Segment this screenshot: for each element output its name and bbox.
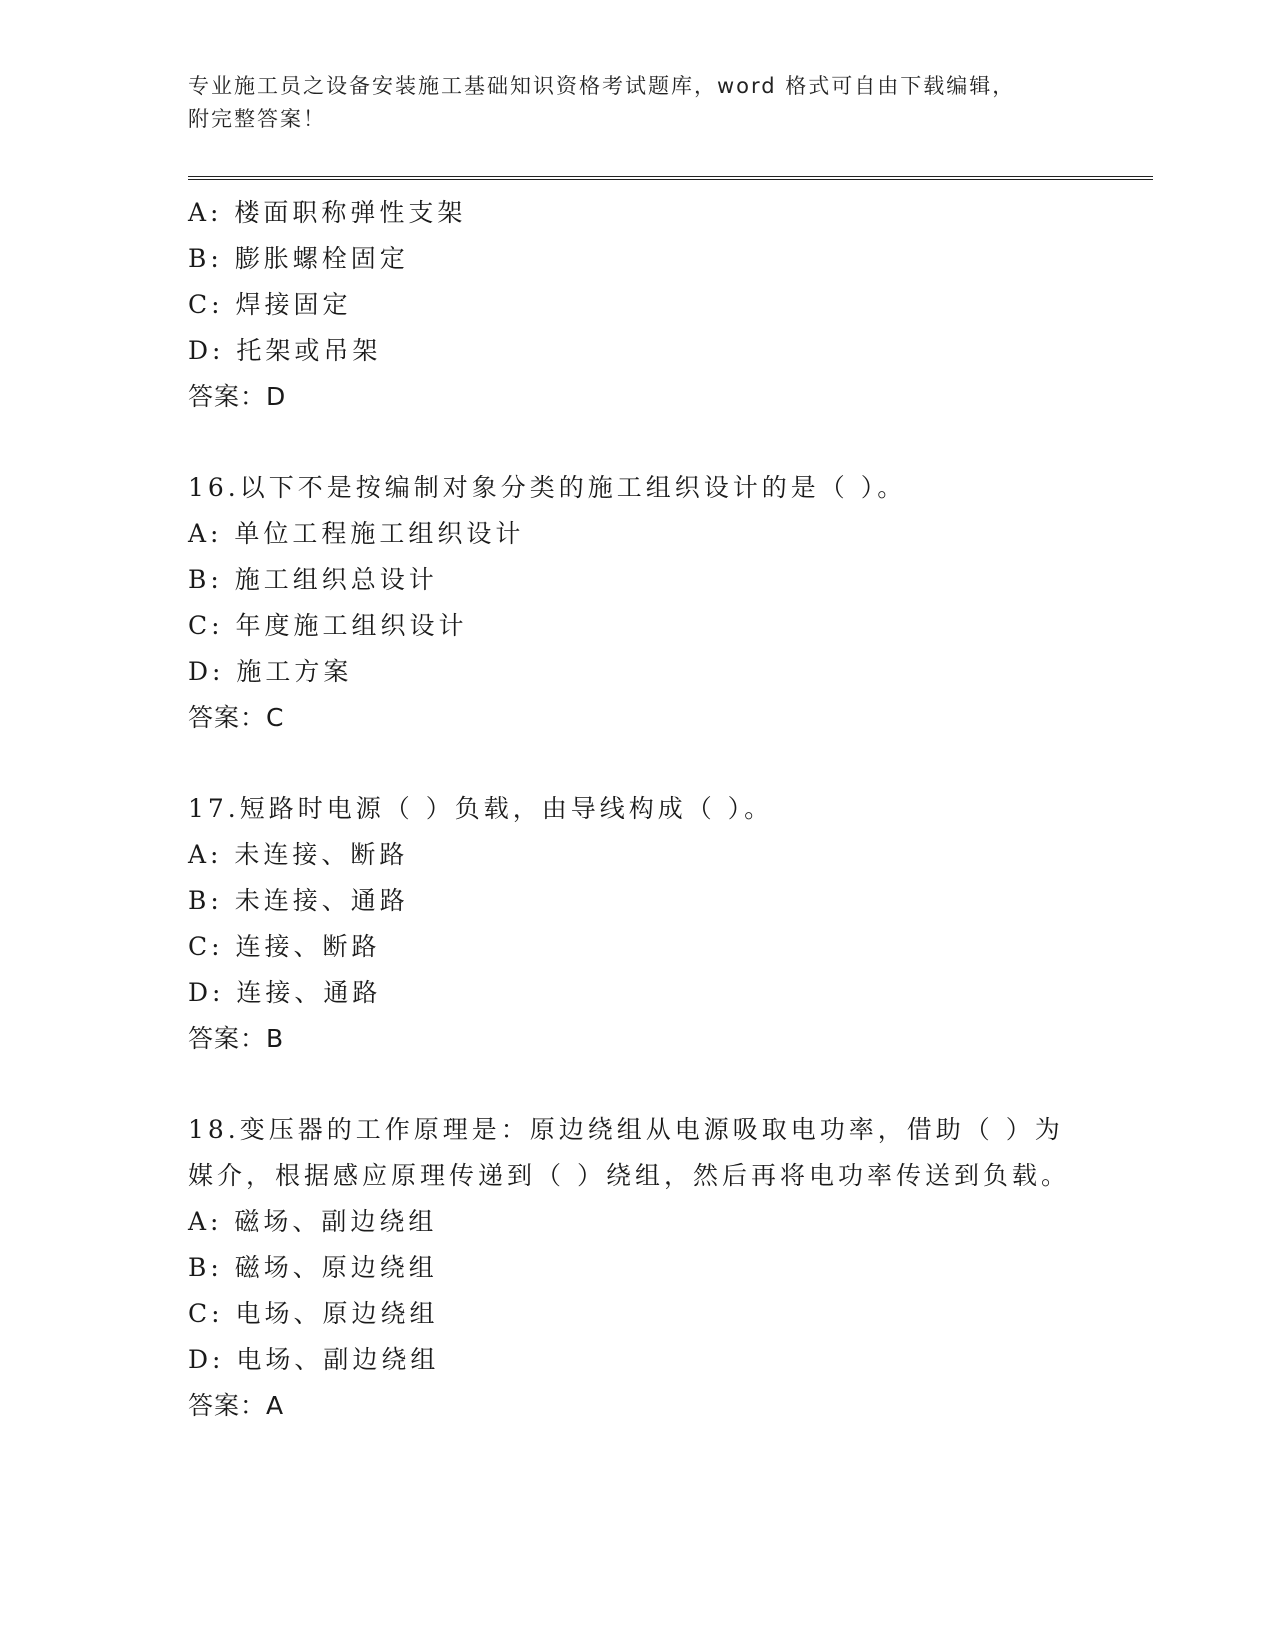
option-a: A: 单位工程施工组织设计	[188, 519, 525, 548]
option-a: A: 楼面职称弹性支架	[188, 198, 467, 227]
option-c: C: 电场、原边绕组	[188, 1299, 439, 1328]
option-c: C: 连接、断路	[188, 932, 381, 961]
question-16	[188, 465, 1153, 741]
question-stem-line-1: 18.变压器的工作原理是：原边绕组从电源吸取电功率，借助（ ）为	[188, 1115, 1064, 1144]
question-17	[188, 786, 1153, 1062]
question-stem: 16.以下不是按编制对象分类的施工组织设计的是（ ）。	[188, 473, 907, 502]
option-d: D: 电场、副边绕组	[188, 1345, 440, 1374]
question-list	[188, 190, 1153, 1429]
option-b: B: 施工组织总设计	[188, 565, 438, 594]
answer-line: 答案：A	[188, 1391, 285, 1420]
option-c: C: 焊接固定	[188, 290, 352, 319]
option-d: D: 施工方案	[188, 657, 353, 686]
answer-line: 答案：C	[188, 703, 285, 732]
header-line-2: 附完整答案！	[188, 107, 326, 131]
question-15	[188, 190, 1153, 420]
document-header	[188, 70, 1088, 136]
answer-line: 答案：B	[188, 1024, 285, 1053]
option-d: D: 连接、通路	[188, 978, 382, 1007]
option-b: B: 膨胀螺栓固定	[188, 244, 409, 273]
question-stem: 17.短路时电源（ ）负载，由导线构成（ ）。	[188, 794, 774, 823]
option-b: B: 磁场、原边绕组	[188, 1253, 438, 1282]
option-d: D: 托架或吊架	[188, 336, 382, 365]
question-18	[188, 1107, 1153, 1429]
option-b: B: 未连接、通路	[188, 886, 409, 915]
option-c: C: 年度施工组织设计	[188, 611, 468, 640]
answer-line: 答案：D	[188, 382, 287, 411]
option-a: A: 未连接、断路	[188, 840, 409, 869]
header-divider	[188, 176, 1153, 180]
question-stem-line-2: 媒介，根据感应原理传递到（ ）绕组，然后再将电功率传送到负载。	[188, 1161, 1070, 1190]
header-line-1: 专业施工员之设备安装施工基础知识资格考试题库，word 格式可自由下载编辑，	[188, 74, 1016, 98]
option-a: A: 磁场、副边绕组	[188, 1207, 438, 1236]
